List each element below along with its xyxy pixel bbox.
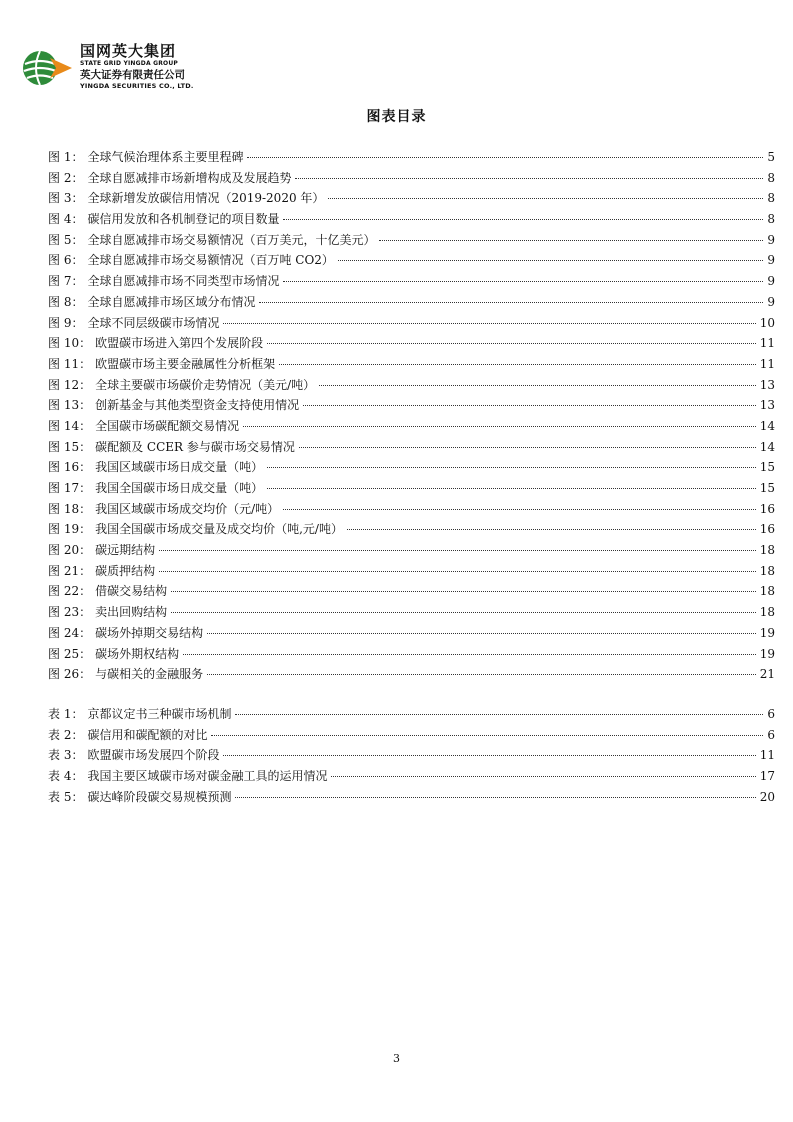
dot-leader bbox=[267, 342, 756, 344]
dot-leader bbox=[207, 673, 756, 675]
dot-leader bbox=[295, 177, 763, 179]
entry-label: 图 25： bbox=[48, 646, 92, 661]
entry-label: 图 13： bbox=[48, 398, 92, 413]
section-gap bbox=[48, 686, 775, 705]
globe-arrow-logo-icon bbox=[20, 46, 74, 90]
entry-label: 图 19： bbox=[48, 522, 92, 537]
figure-entry[interactable] bbox=[48, 355, 775, 376]
dot-leader bbox=[338, 259, 763, 261]
dot-leader bbox=[159, 549, 756, 551]
dot-leader bbox=[247, 156, 763, 158]
dot-leader bbox=[319, 384, 756, 386]
entry-label: 图 1： bbox=[48, 150, 84, 164]
dot-leader bbox=[159, 570, 756, 572]
dot-leader bbox=[243, 425, 756, 427]
table-of-figures bbox=[48, 148, 775, 808]
dot-leader bbox=[279, 363, 756, 365]
entry-title: 欧盟碳市场发展四个阶段 bbox=[87, 748, 220, 763]
entry-title: 碳达峰阶段碳交易规模预测 bbox=[87, 789, 232, 804]
table-entry[interactable] bbox=[48, 767, 775, 788]
entry-title: 全球自愿减排市场交易额情况（百万美元，十亿美元） bbox=[87, 232, 376, 247]
dot-leader bbox=[235, 713, 763, 715]
entry-label: 图 26： bbox=[48, 667, 92, 682]
entry-page-number: 19 bbox=[759, 646, 775, 661]
entry-label: 图 4： bbox=[48, 212, 84, 227]
dot-leader bbox=[267, 466, 756, 468]
entry-title: 我国区域碳市场日成交量（吨） bbox=[95, 460, 264, 475]
entry-title: 全球自愿减排市场不同类型市场情况 bbox=[87, 274, 280, 289]
entry-title: 全球不同层级碳市场情况 bbox=[87, 315, 220, 330]
entry-page-number: 15 bbox=[759, 460, 775, 475]
entry-title: 卖出回购结构 bbox=[95, 605, 168, 620]
table-entry[interactable] bbox=[48, 746, 775, 767]
entry-label: 图 22： bbox=[48, 584, 92, 599]
entry-label: 图 18： bbox=[48, 501, 92, 516]
entry-label: 图 8： bbox=[48, 294, 84, 309]
entry-page-number: 14 bbox=[759, 418, 775, 433]
entry-label: 图 6： bbox=[48, 253, 84, 268]
dot-leader bbox=[223, 754, 755, 756]
entry-page-number: 20 bbox=[759, 789, 775, 804]
figure-entry[interactable] bbox=[48, 417, 775, 438]
figure-entry[interactable] bbox=[48, 665, 775, 686]
entry-label: 图 17： bbox=[48, 481, 92, 495]
entry-title: 全球气候治理体系主要里程碑 bbox=[87, 150, 244, 164]
header bbox=[20, 44, 280, 104]
brand-name-en: STATE GRID YINGDA GROUP bbox=[80, 60, 179, 67]
dot-leader bbox=[299, 446, 756, 448]
figure-entry[interactable] bbox=[48, 582, 775, 603]
entry-label: 表 3： bbox=[48, 748, 84, 763]
entry-label: 图 3： bbox=[48, 191, 84, 206]
brand-name-cn: 国网英大集团 bbox=[80, 42, 177, 60]
entry-label: 图 21： bbox=[48, 563, 92, 578]
figure-entry[interactable] bbox=[48, 438, 775, 459]
entry-title: 碳信用发放和各机制登记的项目数量 bbox=[87, 212, 280, 227]
figure-entry[interactable] bbox=[48, 272, 775, 293]
figure-entry[interactable] bbox=[48, 148, 775, 169]
entry-title: 欧盟碳市场进入第四个发展阶段 bbox=[95, 336, 264, 351]
figure-entry[interactable] bbox=[48, 479, 775, 500]
figure-entry[interactable] bbox=[48, 334, 775, 355]
entry-title: 全球自愿减排市场新增构成及发展趋势 bbox=[87, 170, 292, 185]
entry-page-number: 5 bbox=[767, 150, 775, 164]
entry-page-number: 18 bbox=[759, 563, 775, 578]
entry-page-number: 16 bbox=[759, 501, 775, 516]
entry-label: 图 23： bbox=[48, 605, 92, 620]
entry-page-number: 14 bbox=[759, 439, 775, 454]
page-title: 图表目录 bbox=[366, 109, 427, 125]
entry-page-number: 11 bbox=[759, 748, 775, 763]
dot-leader bbox=[331, 775, 755, 777]
page-number: 3 bbox=[393, 1052, 400, 1065]
entry-title: 碳远期结构 bbox=[95, 543, 156, 558]
entry-label: 表 1： bbox=[48, 706, 84, 721]
entry-page-number: 8 bbox=[767, 170, 775, 185]
figure-entry[interactable] bbox=[48, 231, 775, 252]
figure-entry[interactable] bbox=[48, 376, 775, 397]
figure-entry[interactable] bbox=[48, 293, 775, 314]
entry-title: 碳配额及 CCER 参与碳市场交易情况 bbox=[95, 439, 295, 454]
figure-entry[interactable] bbox=[48, 603, 775, 624]
figure-entry[interactable] bbox=[48, 520, 775, 541]
entry-label: 图 10： bbox=[48, 336, 92, 351]
entry-page-number: 13 bbox=[759, 398, 775, 413]
figure-entry[interactable] bbox=[48, 396, 775, 417]
entry-page-number: 17 bbox=[759, 768, 775, 783]
entry-label: 图 11： bbox=[48, 356, 92, 371]
dot-leader bbox=[211, 734, 763, 736]
entry-label: 图 7： bbox=[48, 274, 84, 289]
entry-title: 全国碳市场碳配额交易情况 bbox=[95, 418, 240, 433]
dot-leader bbox=[267, 487, 756, 489]
entry-title: 碳信用和碳配额的对比 bbox=[87, 727, 208, 742]
entry-label: 图 5： bbox=[48, 232, 84, 247]
entry-title: 全球新增发放碳信用情况（2019-2020 年） bbox=[87, 191, 325, 206]
entry-title: 全球主要碳市场碳价走势情况（美元/吨） bbox=[95, 377, 316, 392]
company-name-en: YINGDA SECURITIES CO., LTD. bbox=[80, 81, 194, 90]
dot-leader bbox=[235, 796, 755, 798]
dot-leader bbox=[328, 197, 763, 199]
entry-title: 全球自愿减排市场交易额情况（百万吨 CO2） bbox=[87, 253, 334, 268]
entry-page-number: 11 bbox=[759, 336, 775, 351]
company-name-cn: 英大证券有限责任公司 bbox=[80, 69, 185, 81]
entry-page-number: 9 bbox=[767, 294, 775, 309]
entry-label: 图 15： bbox=[48, 439, 92, 454]
entry-label: 图 2： bbox=[48, 170, 84, 185]
entry-title: 碳场外掉期交易结构 bbox=[95, 625, 204, 640]
table-entry[interactable] bbox=[48, 726, 775, 747]
entry-title: 碳质押结构 bbox=[95, 563, 156, 578]
figure-entry[interactable] bbox=[48, 169, 775, 190]
table-entry[interactable] bbox=[48, 705, 775, 726]
entry-page-number: 21 bbox=[759, 667, 775, 682]
dot-leader bbox=[379, 239, 763, 241]
figure-entry[interactable] bbox=[48, 210, 775, 231]
figure-entry[interactable] bbox=[48, 189, 775, 210]
entry-page-number: 10 bbox=[759, 315, 775, 330]
figure-entry[interactable] bbox=[48, 251, 775, 272]
table-entry[interactable] bbox=[48, 788, 775, 809]
entry-page-number: 9 bbox=[767, 253, 775, 268]
entry-page-number: 19 bbox=[759, 625, 775, 640]
entry-label: 表 4： bbox=[48, 768, 84, 783]
dot-leader bbox=[347, 528, 756, 530]
dot-leader bbox=[171, 611, 756, 613]
dot-leader bbox=[183, 653, 756, 655]
entry-title: 我国全国碳市场成交量及成交均价（吨,元/吨） bbox=[95, 522, 343, 537]
entry-page-number: 18 bbox=[759, 584, 775, 599]
dot-leader bbox=[283, 508, 756, 510]
figure-entry[interactable] bbox=[48, 500, 775, 521]
entry-title: 我国区域碳市场成交均价（元/吨） bbox=[95, 501, 280, 516]
dot-leader bbox=[283, 218, 763, 220]
entry-title: 我国主要区域碳市场对碳金融工具的运用情况 bbox=[87, 768, 328, 783]
entry-label: 图 24： bbox=[48, 625, 92, 640]
entry-page-number: 6 bbox=[767, 727, 775, 742]
entry-label: 表 2： bbox=[48, 727, 84, 742]
entry-title: 碳场外期权结构 bbox=[95, 646, 180, 661]
entry-label: 图 14： bbox=[48, 418, 92, 433]
entry-title: 我国全国碳市场日成交量（吨） bbox=[95, 481, 264, 495]
entry-page-number: 6 bbox=[767, 706, 775, 721]
figure-entry[interactable] bbox=[48, 541, 775, 562]
dot-leader bbox=[283, 280, 763, 282]
entry-title: 借碳交易结构 bbox=[95, 584, 168, 599]
entry-label: 图 9： bbox=[48, 315, 84, 330]
dot-leader bbox=[303, 404, 756, 406]
entry-page-number: 9 bbox=[767, 274, 775, 289]
entry-label: 图 16： bbox=[48, 460, 92, 475]
entry-page-number: 18 bbox=[759, 605, 775, 620]
entry-title: 创新基金与其他类型资金支持使用情况 bbox=[95, 398, 300, 413]
entry-page-number: 16 bbox=[759, 522, 775, 537]
figure-entry[interactable] bbox=[48, 314, 775, 335]
dot-leader bbox=[259, 301, 763, 303]
entry-label: 图 20： bbox=[48, 543, 92, 558]
entry-title: 欧盟碳市场主要金融属性分析框架 bbox=[95, 356, 276, 371]
entry-label: 图 12： bbox=[48, 377, 92, 392]
dot-leader bbox=[171, 590, 756, 592]
entry-page-number: 15 bbox=[759, 481, 775, 495]
entry-page-number: 13 bbox=[759, 377, 775, 392]
entry-title: 京都议定书三种碳市场机制 bbox=[87, 706, 232, 721]
figure-entry[interactable] bbox=[48, 624, 775, 645]
dot-leader bbox=[207, 632, 756, 634]
entry-label: 表 5： bbox=[48, 789, 84, 804]
entry-page-number: 18 bbox=[759, 543, 775, 558]
figure-entry[interactable] bbox=[48, 645, 775, 666]
dot-leader bbox=[223, 322, 755, 324]
entry-page-number: 9 bbox=[767, 232, 775, 247]
figure-entry[interactable] bbox=[48, 458, 775, 479]
entry-title: 全球自愿减排市场区域分布情况 bbox=[87, 294, 256, 309]
entry-page-number: 8 bbox=[767, 191, 775, 206]
figure-entry[interactable] bbox=[48, 562, 775, 583]
entry-page-number: 11 bbox=[759, 356, 775, 371]
entry-title: 与碳相关的金融服务 bbox=[95, 667, 204, 682]
entry-page-number: 8 bbox=[767, 212, 775, 227]
